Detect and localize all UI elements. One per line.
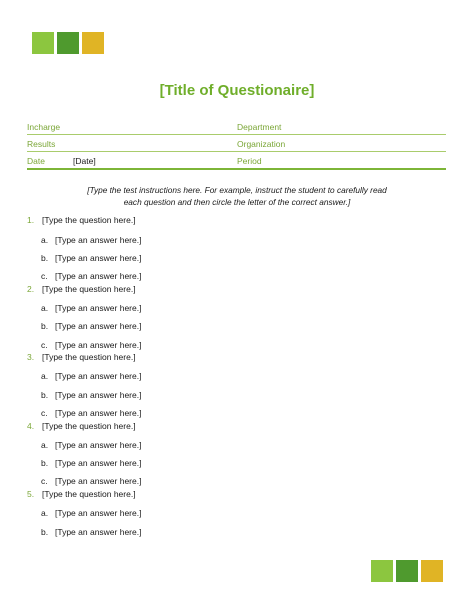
logo-square-light-green [32,32,54,54]
answer-1a[interactable] [41,235,141,245]
organization-label: Organization [237,139,286,149]
question-number: 4. [27,421,35,431]
answer-2c[interactable] [41,340,141,350]
answer-letter: c. [41,476,48,486]
answer-letter: a. [41,508,49,518]
date-value[interactable]: [Date] [73,156,96,166]
question-1[interactable] [27,215,136,225]
answer-letter: b. [41,321,49,331]
answer-text: [Type an answer here.] [55,235,142,245]
answer-2a[interactable] [41,303,141,313]
question-4[interactable] [27,421,136,431]
answer-4c[interactable] [41,476,141,486]
logo-square-dark-green [57,32,79,54]
question-text: [Type the question here.] [42,352,136,362]
answer-text: [Type an answer here.] [55,408,142,418]
answer-3b[interactable] [41,390,141,400]
header-bottom-rule [27,168,446,170]
results-label: Results [27,139,56,149]
answer-3a[interactable] [41,371,141,381]
answer-text: [Type an answer here.] [55,527,142,537]
department-label: Department [237,122,282,132]
answer-text: [Type an answer here.] [55,340,142,350]
instructions[interactable] [40,184,434,208]
answer-text: [Type an answer here.] [55,271,142,281]
answer-letter: c. [41,408,48,418]
question-text: [Type the question here.] [42,489,136,499]
question-number: 3. [27,352,35,362]
incharge-divider [27,134,446,135]
incharge-label: Incharge [27,122,61,132]
page-title: [Title of Questionaire] [159,82,315,99]
answer-letter: b. [41,527,49,537]
answer-text: [Type an answer here.] [55,321,142,331]
question-3[interactable] [27,352,136,362]
answer-5a[interactable] [41,508,141,518]
answer-3c[interactable] [41,408,141,418]
question-number: 5. [27,489,35,499]
answer-text: [Type an answer here.] [55,303,142,313]
answer-letter: b. [41,458,49,468]
question-text: [Type the question here.] [42,421,136,431]
footer-square-gold [421,560,443,582]
answer-5b[interactable] [41,527,141,537]
answer-letter: b. [41,253,49,263]
question-number: 1. [27,215,35,225]
answer-letter: a. [41,303,49,313]
answer-text: [Type an answer here.] [55,508,142,518]
answer-text: [Type an answer here.] [55,458,142,468]
answer-text: [Type an answer here.] [55,253,142,263]
period-label: Period [237,156,262,166]
answer-1c[interactable] [41,271,141,281]
question-text: [Type the question here.] [42,284,136,294]
answer-letter: c. [41,271,48,281]
answer-text: [Type an answer here.] [55,371,142,381]
answer-letter: b. [41,390,49,400]
question-number: 2. [27,284,35,294]
answer-4b[interactable] [41,458,141,468]
answer-text: [Type an answer here.] [55,476,142,486]
results-divider [27,151,446,152]
question-5[interactable] [27,489,136,499]
answer-letter: a. [41,371,49,381]
answer-text: [Type an answer here.] [55,440,142,450]
instructions-line-2: each question and then circle the letter of the correct answer.] [123,197,351,207]
answer-4a[interactable] [41,440,141,450]
answer-letter: a. [41,235,49,245]
answer-text: [Type an answer here.] [55,390,142,400]
footer-square-light-green [371,560,393,582]
question-2[interactable] [27,284,136,294]
instructions-line-1: [Type the test instructions here. For example, instruct the student to carefully read [87,185,387,195]
logo-square-gold [82,32,104,54]
footer-square-dark-green [396,560,418,582]
answer-1b[interactable] [41,253,141,263]
question-text: [Type the question here.] [42,215,136,225]
date-label: Date [27,156,45,166]
answer-letter: c. [41,340,48,350]
answer-letter: a. [41,440,49,450]
answer-2b[interactable] [41,321,141,331]
